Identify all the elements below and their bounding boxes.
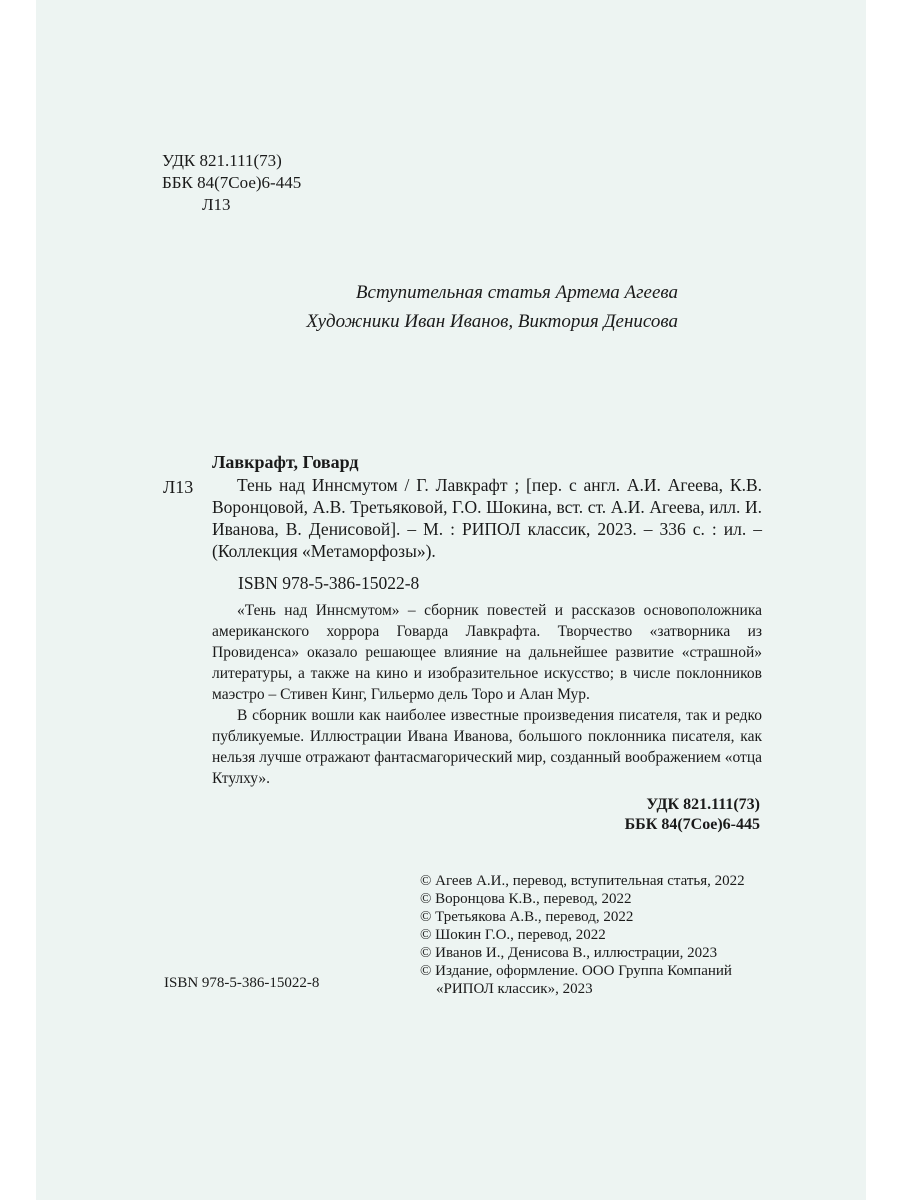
page [36,0,866,1200]
annotation [212,600,762,789]
catalog-description-text: Тень над Иннсмутом / Г. Лавкрафт ; [пер. с англ. А.И. Агеева, К.В. Воронцовой, А.В. Третьяковой, Г.О. Шокина, вст. ст. А.И. Агеева, илл. И. Иванова, В. Денисовой]. – М. : РИПОЛ классик, 2023. – 336 с. : ил. – (Коллекция «Метаморфозы»). [212,475,762,561]
catalog-isbn: ISBN 978-5-386-15022-8 [238,573,420,593]
copyright-line: © Шокин Г.О., перевод, 2022 [420,927,606,943]
copyright-line: «РИПОЛ классик», 2023 [436,981,593,997]
copyright-block [420,872,745,998]
annotation-paragraph-2: В сборник вошли как наиболее известные произведения писателя, так и редко публикуемые. Иллюстрации Ивана Иванова, большого поклонника писателя, как нельзя лучше отражают фантасмагорический мир, созданный воображением «отца Ктулху». [212,707,762,787]
copyright-line: © Иванов И., Денисова В., иллюстрации, 2023 [420,945,718,961]
intro-credit: Вступительная статья Артема Агеева [355,282,678,303]
catalog-author: Лавкрафт, Говард [212,452,359,472]
catalog-mark: Л13 [163,477,194,497]
author-mark: Л13 [202,195,231,214]
bbk-code: ББК 84(7Сое)6-445 [162,173,302,192]
footer-codes [536,795,760,835]
copyright-line: © Воронцова К.В., перевод, 2022 [420,891,632,907]
udk-code: УДК 821.111(73) [162,151,282,170]
classification-codes [162,150,301,216]
copyright-line: © Агеев А.И., перевод, вступительная статья, 2022 [420,873,745,889]
catalog-description [212,474,762,562]
annotation-paragraph-1: «Тень над Иннсмутом» – сборник повестей и рассказов основоположника американского хоррора Говарда Лавкрафта. Творчество «затворника из Провиденса» оказало решающее влияние на дальнейшее развитие «страшной» литературы, а также на кино и изобразительное искусство; в числе поклонников маэстро – Стивен Кинг, Гильермо дель Торо и Алан Мур. [212,602,762,703]
copyright-line: © Третьякова А.В., перевод, 2022 [420,909,634,925]
copyright-line: © Издание, оформление. ООО Группа Компаний [420,963,732,979]
isbn-bottom: ISBN 978-5-386-15022-8 [164,975,320,991]
credits [236,278,678,336]
footer-udk: УДК 821.111(73) [646,796,760,813]
footer-bbk: ББК 84(7Сое)6-445 [624,816,760,833]
illustrators-credit: Художники Иван Иванов, Виктория Денисова [306,311,678,332]
